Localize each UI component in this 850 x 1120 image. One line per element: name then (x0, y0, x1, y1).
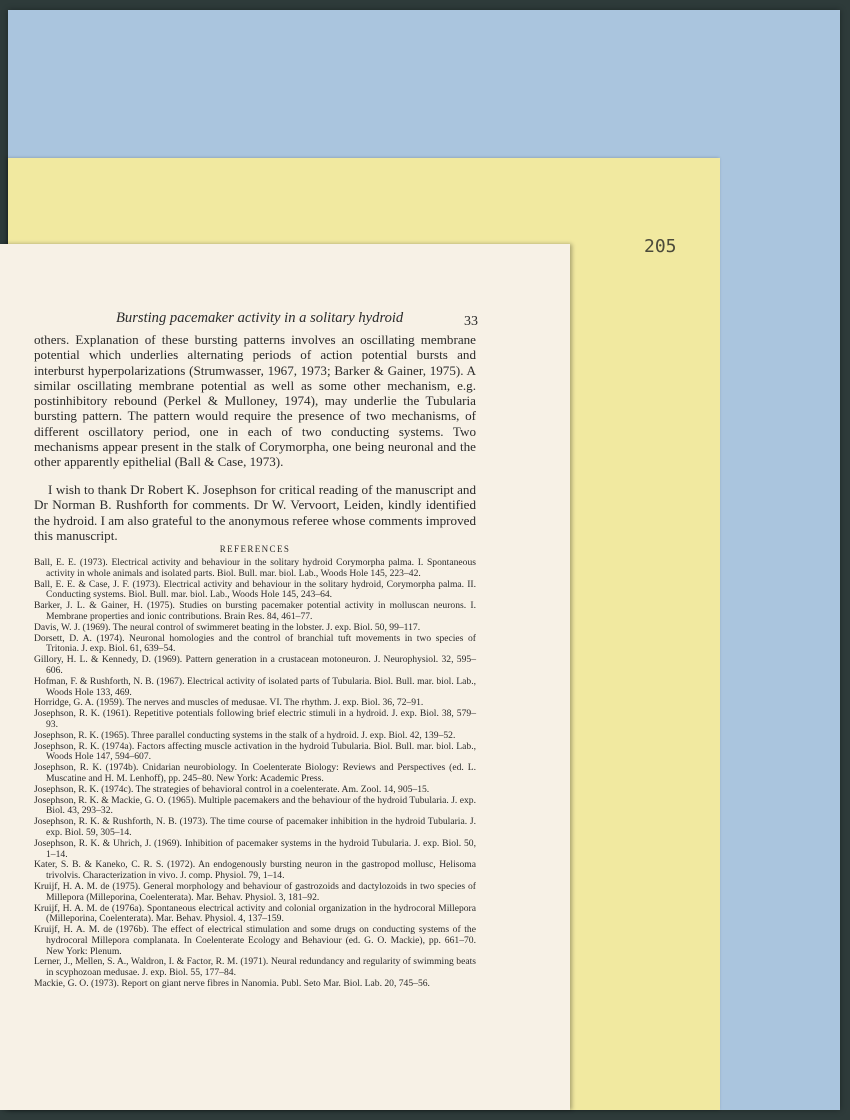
reference-item: Josephson, R. K. (1965). Three parallel conducting systems in the stalk of a hydroid. J. exp. Biol. 42, 139–52. (34, 729, 456, 741)
references-heading: REFERENCES (219, 544, 291, 554)
reference-item: Josephson, R. K. & Rushforth, N. B. (1973). The time course of pacemaker inhibition in the hydroid Tubularia. J. exp. Biol. 59, 305–14. (34, 816, 476, 838)
reference-item: Barker, J. L. & Gainer, H. (1975). Studies on bursting pacemaker potential activity in molluscan neurons. I. Membrane properties and ionic contributions. Brain Res. 84, 461–77. (34, 600, 476, 622)
reference-item: Josephson, R. K. (1961). Repetitive potentials following brief electric stimuli in a hydroid. J. exp. Biol. 38, 579–93. (34, 708, 476, 730)
reference-item: Josephson, R. K. (1974a). Factors affecting muscle activation in the hydroid Tubularia. Biol. Bull. mar. biol. Lab., Woods Hole 147, 594–607. (34, 740, 476, 763)
body-paragraph-1: others. Explanation of these bursting patterns involves an oscillating membrane potential which underlies alternating periods of action potential bursts and interburst hyperpolarizations (Strumwasser, 1967, 1973; Barker & Gainer, 1975). A similar oscillating membrane potential as well as some other mechanism, e.g. postinhibitory rebound (Perkel & Mulloney, 1974), may underlie the Tubularia bursting pattern. The pattern would require the presence of two mechanisms, of different oscillatory period, one in each of two conducting systems. Two mechanisms appear present in the stalk of Corymorpha, one being neuronal and the other apparently epithelial (Ball & Case, 1973). (34, 332, 476, 470)
reference-item: Josephson, R. K. (1974b). Cnidarian neurobiology. In Coelenterate Biology: Reviews and Perspectives (ed. L. Muscatine and H. M. Lenhoff), pp. 245–80. New York: Academic Press. (34, 762, 476, 784)
paper-page (0, 244, 570, 1110)
reference-item: Josephson, R. K. & Uhrich, J. (1969). Inhibition of pacemaker systems in the hydroid Tubularia. J. exp. Biol. 50, 1–14. (34, 837, 476, 860)
reference-item: Kater, S. B. & Kaneko, C. R. S. (1972). An endogenously bursting neuron in the gastropod mollusc, Helisoma trivolvis. Characterization in vivo. J. comp. Physiol. 79, 1–14. (34, 859, 476, 882)
reference-item: Hofman, F. & Rushforth, N. B. (1967). Electrical activity of isolated parts of Tubularia. Biol. Bull. mar. biol. Lab., Woods Hole 133, 469. (34, 675, 476, 698)
reference-item: Kruijf, H. A. M. de (1976a). Spontaneous electrical activity and colonial organization in the hydrocoral Millepora (Milleporina, Coelenterata). Mar. Behav. Physiol. 4, 137–159. (34, 902, 476, 925)
reference-item: Mackie, G. O. (1973). Report on giant nerve fibres in Nanomia. Publ. Seto Mar. Biol. Lab. 20, 745–56. (34, 978, 430, 990)
yellow-sheet-page-number: 205 (644, 236, 677, 257)
reference-item: Horridge, G. A. (1959). The nerves and muscles of medusae. VI. The rhythm. J. exp. Biol. 36, 72–91. (34, 697, 424, 709)
running-head: Bursting pacemaker activity in a solitary hydroid (116, 310, 404, 326)
reference-item: Davis, W. J. (1969). The neural control of swimmeret beating in the lobster. J. exp. Biol. 50, 99–117. (34, 621, 421, 633)
acknowledgements-paragraph: I wish to thank Dr Robert K. Josephson for critical reading of the manuscript and Dr Norman B. Rushforth for comments. Dr W. Vervoort, Leiden, kindly identified the hydroid. I am also grateful to the anonymous referee whose comments improved this manuscript. (34, 482, 476, 543)
reference-item: Josephson, R. K. & Mackie, G. O. (1965). Multiple pacemakers and the behaviour of the hydroid Tubularia. J. exp. Biol. 43, 293–32. (34, 794, 476, 817)
reference-item: Gillory, H. L. & Kennedy, D. (1969). Pattern generation in a crustacean motoneuron. J. Neurophysiol. 32, 595–606. (34, 654, 476, 676)
reference-item: Ball, E. E. & Case, J. F. (1973). Electrical activity and behaviour in the solitary hydroid, Corymorpha palma. II. Conducting systems. Biol. Bull. mar. biol. Lab., Woods Hole 145, 243–64. (34, 578, 476, 601)
reference-item: Lerner, J., Mellen, S. A., Waldron, I. & Factor, R. M. (1971). Neural redundancy and regularity of swimming beats in scyphozoan medusae. J. exp. Biol. 55, 177–84. (34, 956, 476, 979)
reference-item: Ball, E. E. (1973). Electrical activity and behaviour in the solitary hydroid Corymorpha palma. I. Spontaneous activity in whole animals and isolated parts. Biol. Bull. mar. biol. Lab., Woods Hole 145, 223–42. (34, 557, 476, 579)
reference-item: Dorsett, D. A. (1974). Neuronal homologies and the control of branchial tuft movements in two species of Tritonia. J. exp. Biol. 61, 639–54. (34, 632, 476, 655)
reference-item: Kruijf, H. A. M. de (1976b). The effect of electrical stimulation and some drugs on conducting systems of the hydrocoral Millepora complanata. In Coelenterate Ecology and Behaviour (ed. G. O. Mackie), pp. 661–70. New York: Plenum. (34, 924, 476, 957)
reference-item: Kruijf, H. A. M. de (1975). General morphology and behaviour of gastrozoids and dactylozoids in two species of Millepora (Milleporina, Coelenterata). Mar. Behav. Physiol. 3, 181–92. (34, 880, 476, 903)
references-list (34, 558, 476, 990)
reference-item: Josephson, R. K. (1974c). The strategies of behavioral control in a coelenterate. Am. Zool. 14, 905–15. (34, 783, 430, 795)
page-number: 33 (464, 314, 478, 329)
